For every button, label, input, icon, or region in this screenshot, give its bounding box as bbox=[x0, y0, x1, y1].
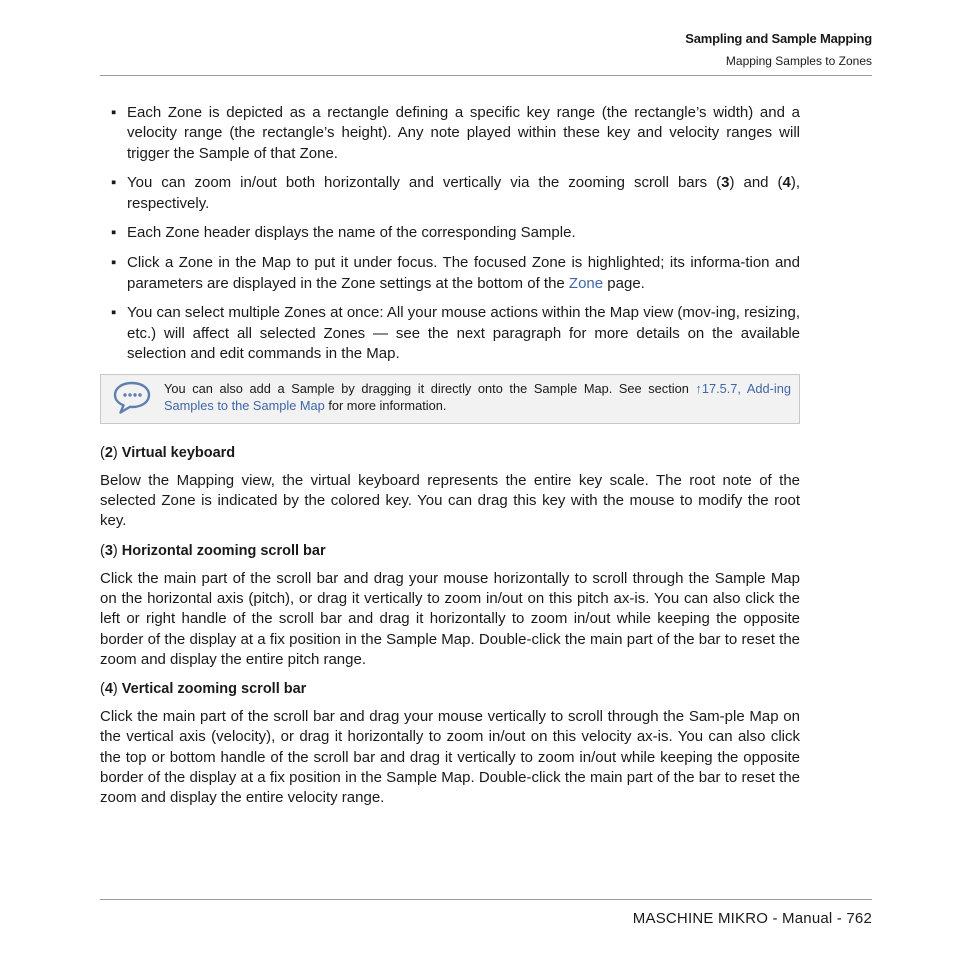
section-paragraph: Click the main part of the scroll bar and drag your mouse vertically to scroll through the Sam-ple Map on the vertical axis (velocity), or drag it horizontally to zoom in/out on this velocity ax-is. You can also click the top or bottom handle of the scroll bar and drag it vertically to zoom in/out while keeping the opposite border of the display at a fix position in the Sample Map. Double-click the main part of the bar to reset the zoom and display the entire velocity range. bbox=[100, 708, 800, 807]
note-text: You can also add a Sample by dragging it directly onto the Sample Map. See section bbox=[164, 380, 696, 396]
callout-number: 2 bbox=[104, 444, 113, 461]
callout-number: 3 bbox=[721, 174, 730, 192]
bullet-list bbox=[100, 103, 800, 364]
list-item-text: You can zoom in/out both horizontally and vertically via the zooming scroll bars ( bbox=[127, 174, 722, 192]
list-item bbox=[100, 223, 800, 243]
list-item-text: Each Zone header displays the name of the corresponding Sample. bbox=[127, 224, 576, 242]
note-box bbox=[100, 374, 800, 424]
note-text: for more information. bbox=[324, 398, 447, 414]
page-header bbox=[100, 30, 872, 69]
bullet-marker: ▪ bbox=[111, 254, 117, 272]
heading-paren: ( bbox=[100, 444, 105, 461]
chapter-title: Sampling and Sample Mapping bbox=[685, 31, 872, 46]
section-heading bbox=[100, 541, 800, 561]
heading-title: Horizontal zooming scroll bar bbox=[121, 542, 326, 559]
bullet-marker: ▪ bbox=[111, 174, 117, 192]
heading-title: Vertical zooming scroll bar bbox=[121, 681, 307, 698]
heading-title: Virtual keyboard bbox=[121, 444, 236, 461]
footer-divider bbox=[100, 899, 872, 900]
page-footer: MASCHINE MIKRO - Manual - 762 bbox=[632, 910, 872, 927]
heading-paren: ) bbox=[112, 444, 118, 461]
main-content bbox=[100, 103, 800, 809]
callout-number: 3 bbox=[104, 542, 113, 559]
section-heading bbox=[100, 679, 800, 699]
list-item-text: ), respectively. bbox=[127, 174, 801, 212]
heading-paren: ) bbox=[112, 681, 118, 698]
section-heading bbox=[100, 443, 800, 463]
callout-number: 4 bbox=[782, 174, 791, 192]
heading-paren: ) bbox=[112, 542, 118, 559]
list-item-text: Click a Zone in the Map to put it under focus. The focused Zone is highlighted; its informa-tion and parameters are displayed in the Zone settings at the bottom of the bbox=[127, 254, 800, 292]
list-item bbox=[100, 253, 800, 294]
list-item-text: page. bbox=[603, 274, 645, 292]
bullet-marker: ▪ bbox=[111, 304, 117, 322]
section-paragraph: Click the main part of the scroll bar and drag your mouse horizontally to scroll through the Sample Map on the horizontal axis (pitch), or drag it vertically to zoom in/out on this pitch ax-is. You can also click the left or right handle of the scroll bar and drag it horizontally to zoom in/out while keeping the opposite border of the display at a fix position in the Sample Map. Double-click the main part of the bar to reset the zoom and display the entire pitch range. bbox=[100, 569, 800, 668]
heading-paren: ( bbox=[100, 681, 105, 698]
list-item bbox=[100, 173, 800, 214]
bullet-marker: ▪ bbox=[111, 104, 117, 121]
list-item bbox=[100, 303, 800, 364]
header-divider bbox=[100, 75, 872, 76]
zone-page-link[interactable]: Zone bbox=[568, 274, 604, 292]
callout-number: 4 bbox=[104, 681, 113, 698]
list-item-text: ) and ( bbox=[729, 174, 783, 192]
list-item bbox=[100, 103, 800, 164]
section-paragraph: Below the Mapping view, the virtual keyboard represents the entire key scale. The root note of the selected Zone is indicated by the colored key. You can drag this key with the mouse to modify the root key. bbox=[100, 471, 800, 530]
heading-paren: ( bbox=[100, 542, 105, 559]
list-item-text: You can select multiple Zones at once: All your mouse actions within the Map view (mov-ing, resizing, etc.) will affect all selected Zones — see the next paragraph for more details on the available selection and edit commands in the Map. bbox=[127, 304, 800, 362]
list-item-text: Each Zone is depicted as a rectangle defining a specific key range (the rectangle’s width) and a velocity range (the rectangle’s height). Any note played within these key and velocity ranges will trigger the Sample of that Zone. bbox=[127, 104, 800, 162]
section-title: Mapping Samples to Zones bbox=[725, 54, 872, 68]
speech-bubble-icon bbox=[112, 380, 152, 416]
section-link[interactable]: ↑17.5.7, Add-ing Samples to the Sample Map bbox=[164, 380, 791, 414]
bullet-marker: ▪ bbox=[111, 224, 117, 242]
